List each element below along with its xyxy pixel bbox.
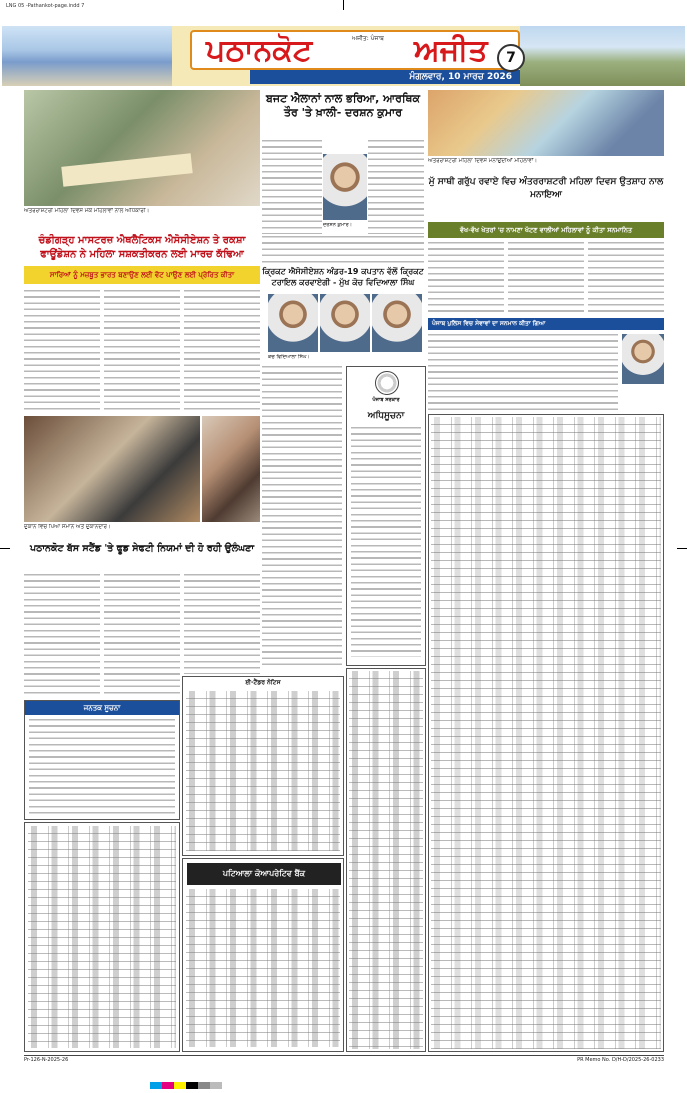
mid-results-table: [349, 671, 423, 1049]
budget-body-col1: [262, 140, 322, 234]
chandigarh-subhead: ਸਾਰਿਆਂ ਨੂੰ ਮਜ਼ਬੂਤ ਭਾਰਤ ਬਣਾਉਣ ਲਈ ਵੋਟ ਪਾਉਣ ਲਈ ਪ੍ਰੇਰਿਤ ਕੀਤਾ: [24, 266, 260, 284]
cricket-caption: ਕੋਚ ਵਿਦਿਆਲਾ ਸਿੰਘ।: [268, 354, 310, 360]
notice-ad: [346, 366, 426, 666]
page-number: 7: [497, 44, 525, 72]
budget-portrait: [323, 154, 367, 220]
shop-photo: [24, 416, 200, 522]
masthead-title-box: [190, 30, 520, 70]
cricket-body-col1: [262, 366, 342, 666]
tender-title: ਈ-ਟੈਂਡਰ ਨੋਟਿਸ: [245, 679, 281, 686]
tender-ad: [182, 676, 344, 856]
shop-caption: ਦੁਕਾਨ ਵਿਚ ਪਿਆ ਸਮਾਨ ਅਤੇ ਦੁਕਾਨਦਾਰ।: [24, 524, 111, 530]
left-notice-title: ਜਨਤਕ ਸੂਚਨਾ: [25, 701, 179, 715]
notice-body: [351, 427, 421, 657]
masthead-photo-left: [2, 26, 172, 86]
masthead: [190, 30, 520, 82]
left-notice-ad: [24, 700, 180, 820]
cricket-headline: ਕ੍ਰਿਕਟ ਐਸੋਸੀਏਸ਼ਨ ਅੰਡਰ-19 ਕਪਤਾਨ ਵੱਲੋਂ ਕ੍ਰਿਕਟ ਟਰਾਇਲ ਕਰਵਾਏਗੀ - ਮੁੱਖ ਕੋਚ ਵਿਦਿਆਲਾ ਸਿੰਘ: [262, 267, 424, 287]
bank-title: ਪਟਿਆਲਾ ਕੋਆਪਰੇਟਿਵ ਬੈਂਕ: [187, 863, 341, 885]
cricket-portrait-2: [320, 294, 370, 352]
bank-ad: [182, 858, 344, 1052]
womens-day-photo: [24, 90, 260, 206]
footer-rule: [24, 1055, 664, 1056]
budget-headline: ਬਜਟ ਐਲਾਨਾਂ ਨਾਲ ਭਰਿਆ, ਆਰਥਿਕ ਤੌਰ 'ਤੇ ਖ਼ਾਲੀ- ਦਰਸ਼ਨ ਕੁਮਾਰ: [266, 92, 420, 119]
cricket-portrait-3: [372, 294, 422, 352]
results-values: [431, 417, 661, 1049]
notice-title: ਅਧਿਸੂਚਨਾ: [367, 411, 405, 421]
chandigarh-body-col2: [104, 290, 180, 412]
crop-mark-left: [0, 548, 10, 549]
pathankot-headline: ਪਠਾਨਕੋਟ ਬੱਸ ਸਟੈਂਡ 'ਤੇ ਫੂਡ ਸੇਫਟੀ ਨਿਯਮਾਂ ਦੀ ਹੋ ਰਹੀ ਉਲੰਘਣਾ: [29, 543, 255, 554]
bank-table: [186, 889, 340, 1047]
registration-strip: [150, 1074, 550, 1082]
group-photo-caption: ਅੰਤਰਰਾਸ਼ਟਰੀ ਮਹਿਲਾ ਦਿਵਸ ਮਨਾਉਂਦੀਆਂ ਮਹਿਲਾਵਾਂ।: [428, 158, 538, 164]
mid-results-ad: [346, 668, 426, 1052]
chandigarh-body-col1: [24, 290, 100, 412]
left-tender-table: [28, 826, 176, 1048]
footer-ref-left: Pr-126-N-2025-26: [24, 1057, 69, 1063]
group-photo: [428, 90, 664, 156]
budget-portrait-caption: ਦਰਸ਼ਨ ਕੁਮਾਰ।: [323, 222, 353, 228]
left-notice-body: [29, 719, 175, 817]
crop-mark-top: [343, 0, 344, 10]
womens-day-caption: ਅੰਤਰਰਾਸ਼ਟਰੀ ਮਹਿਲਾ ਦਿਵਸ ਮੌਕੇ ਮਹਿਲਾਵਾਂ ਨਾਲ ਅਧਿਕਾਰੀ।: [24, 208, 150, 214]
masthead-edition: ਅਜੀਤ: ਪੰਜਾਬ: [352, 35, 384, 42]
budget-body-col2: [368, 140, 424, 234]
chandigarh-body-col3: [184, 290, 260, 412]
crop-mark-right: [677, 548, 687, 549]
masthead-paper: ਅਜੀਤ: [414, 33, 488, 68]
police-portrait: [622, 334, 664, 384]
group-body-col1: [428, 242, 504, 314]
police-headline: ਪੰਜਾਬ ਪੁਲਿਸ ਵਿਚ ਸੇਵਾਵਾਂ ਦਾ ਸਨਮਾਨ ਕੀਤਾ ਗਿਆ: [428, 318, 664, 330]
pathankot-body-col2: [104, 574, 180, 696]
shopkeeper-photo: [202, 416, 260, 522]
notice-dept: ਪੰਜਾਬ ਸਰਕਾਰ: [372, 397, 400, 403]
print-slug: LNG 05 -Pathankot-page.indd 7: [6, 3, 85, 9]
emblem-icon: [375, 371, 399, 395]
group-body-col3: [588, 242, 664, 314]
cricket-portrait-1: [268, 294, 318, 352]
chandigarh-headline: ਚੰਡੀਗੜ੍ਹ ਮਾਸਟਰਜ਼ ਐਥਲੈਟਿਕਸ ਐਸੋਸੀਏਸ਼ਨ ਤੇ ਰਕਸ਼ਾ ਫਾਊਂਡੇਸ਼ਨ ਨੇ ਮਹਿਲਾ ਸਸ਼ਕਤੀਕਰਨ ਲਈ ਮਾਰਚ ਕੱਢਿਆ: [38, 235, 246, 260]
footer-ref-right: PR Memo No. D/H-D/2025-26-0233: [577, 1057, 664, 1063]
group-subhead: ਵੱਖ-ਵੱਖ ਖੇਤਰਾਂ 'ਚ ਨਾਮਣਾ ਖੱਟਣ ਵਾਲੀਆਂ ਮਹਿਲਾਵਾਂ ਨੂੰ ਕੀਤਾ ਸਨਮਾਨਿਤ: [428, 222, 664, 238]
pathankot-body-col3: [184, 574, 260, 674]
masthead-city: ਪਠਾਨਕੋਟ: [206, 33, 313, 68]
group-body-col2: [508, 242, 584, 314]
pathankot-body-col1: [24, 574, 100, 696]
left-tender-ad: [24, 822, 180, 1052]
masthead-photo-right: [520, 26, 685, 86]
results-ad: [428, 414, 664, 1052]
group-headline: ਮੁੱ ਸਾਥੀ ਗਰੁੱਪ ਰਵਾਏ ਵਿਚ ਅੰਤਰਰਾਸ਼ਟਰੀ ਮਹਿਲਾ ਦਿਵਸ ਉਤਸ਼ਾਹ ਨਾਲ ਮਨਾਇਆ: [428, 177, 664, 200]
masthead-date: ਮੰਗਲਵਾਰ, 10 ਮਾਰਚ 2026: [250, 70, 520, 84]
budget-body-bottom: [262, 236, 424, 264]
tender-table: [186, 691, 340, 851]
police-body: [428, 334, 618, 410]
